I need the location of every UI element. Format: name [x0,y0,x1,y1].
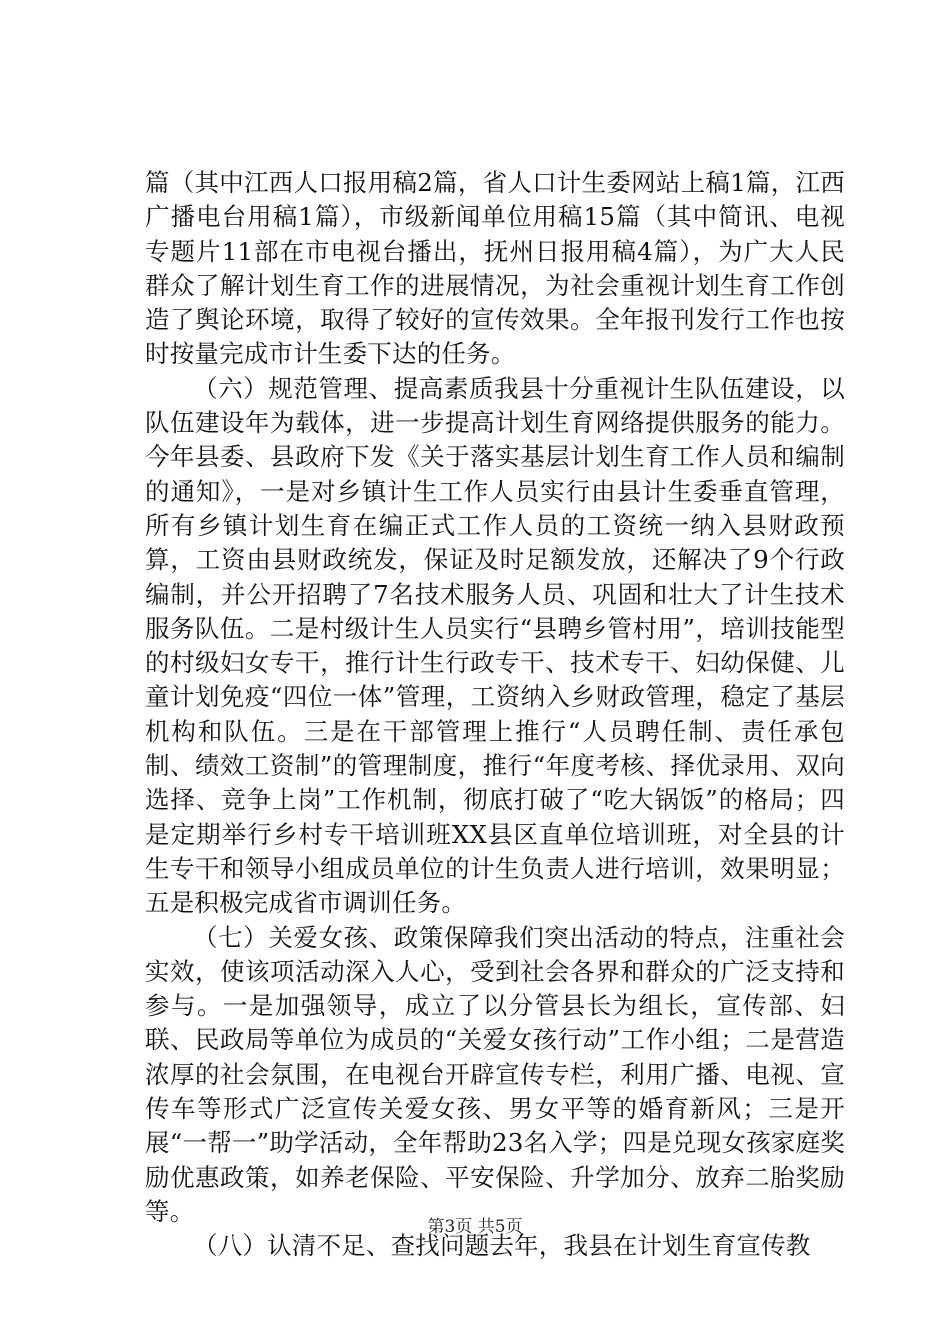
paragraph-section-six: （六）规范管理、提高素质我县十分重视计生队伍建设，以队伍建设年为载体，进一步提高计划生育网络提供服务的能力。今年县委、县政府下发《关于落实基层计划生育工作人员和编制的通知》，一是对乡镇计生工作人员实行由县计生委垂直管理，所有乡镇计划生育在编正式工作人员的工资统一纳入县财政预算，工资由县财政统发，保证及时足额发放，还解决了9个行政编制，并公开招聘了7名技术服务人员、巩固和壮大了计生技术服务队伍。二是村级计生人员实行“县聘乡管村用”，培训技能型的村级妇女专干，推行计生行政专干、技术专干、妇幼保健、儿童计划免疫“四位一体”管理，工资纳入乡财政管理，稳定了基层机构和队伍。三是在干部管理上推行“人员聘任制、责任承包制、绩效工资制”的管理制度，推行“年度考核、择优录用、双向选择、竞争上岗”工作机制，彻底打破了“吃大锅饭”的格局；四是定期举行乡村专干培训班XX县区直单位培训班，对全县的计生专干和领导小组成员单位的计生负责人进行培训，效果明显；五是积极完成省市调训任务。 [145,373,845,918]
paragraph-publicity-continued: 篇（其中江西人口报用稿2篇，省人口计生委网站上稿1篇，江西广播电台用稿1篇），市级新闻单位用稿15篇（其中简讯、电视专题片11部在市电视台播出，抚州日报用稿4篇），为广大人民群众了解计划生育工作的进展情况，为社会重视计划生育工作创造了舆论环境，取得了较好的宣传效果。全年报刊发行工作也按时按量完成市计生委下达的任务。 [145,168,845,369]
document-body [145,166,845,1264]
paragraph-section-eight: （八）认清不足、查找问题去年，我县在计划生育宣传教 [193,1231,811,1261]
paragraph-section-seven: （七）关爱女孩、政策保障我们突出活动的特点，注重社会实效，使该项活动深入人心，受到社会各界和群众的广泛支持和参与。一是加强领导，成立了以分管县长为组长，宣传部、妇联、民政局等单位为成员的“关爱女孩行动”工作小组；二是营造浓厚的社会氛围，在电视台开辟宣传专栏，利用广播、电视、宣传车等形式广泛宣传关爱女孩、男女平等的婚育新风；三是开展“一帮一”助学活动，全年帮助23名入学；四是兑现女孩家庭奖励优惠政策，如养老保险、平安保险、升学加分、放弃二胎奖励等。 [145,922,845,1226]
page-number-footer: 第3页 共5页 [427,1217,523,1237]
